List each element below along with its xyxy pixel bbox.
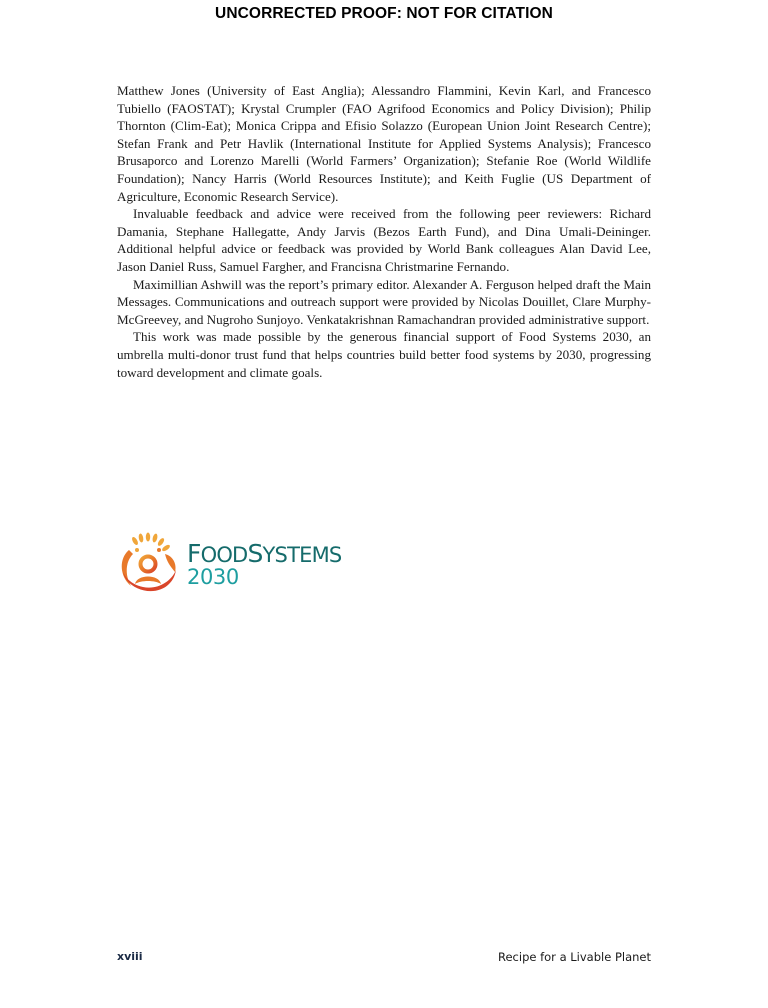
food-systems-2030-logo (115, 532, 355, 598)
logo-wordmark: FOODSYSTEMS (187, 539, 342, 568)
proof-banner: UNCORRECTED PROOF: NOT FOR CITATION (215, 5, 553, 22)
food-systems-emblem-icon (115, 532, 181, 598)
page-number: xviii (117, 950, 143, 963)
acknowledgments-text (117, 82, 651, 381)
running-footer-title: Recipe for a Livable Planet (498, 950, 651, 964)
logo-year: 2030 (187, 565, 239, 589)
paragraph: Invaluable feedback and advice were received from the following peer reviewers: Richard Damania, Stephane Hallegatte, Andy Jarvis (Bezos Earth Fund), and Dina Umali-Deininger. Additional helpful advice or feedback was provided by World Bank colleagues Alan David Lee, Jason Daniel Russ, Samuel Fargher, and Francisna Christmarine Fernando. (117, 206, 651, 274)
paragraph: This work was made possible by the generous financial support of Food Systems 2030, an umbrella multi-donor trust fund that helps countries build better food systems by 2030, progressing toward development and climate goals. (117, 329, 651, 380)
paragraph: Maximillian Ashwill was the report’s primary editor. Alexander A. Ferguson helped draft the Main Messages. Communications and outreach support were provided by Nicolas Douillet, Clare Murphy-McGreevey, and Nugroho Sunjoyo. Venkatakrishnan Ramachandran provided administrative support. (117, 276, 651, 327)
paragraph: Matthew Jones (University of East Anglia); Alessandro Flammini, Kevin Karl, and Francesco Tubiello (FAOSTAT); Krystal Crumpler (FAO Agrifood Economics and Policy Division); Philip Thornton (Clim-Eat); Monica Crippa and Efisio Solazzo (European Union Joint Research Centre); Stefan Frank and Petr Havlik (International Institute for Applied Systems Analysis); Francesco Brusaporco and Lorenzo Marelli (World Farmers’ Organization); Stefanie Roe (World Wildlife Foundation); Nancy Harris (World Resources Institute); and Keith Fuglie (US Department of Agriculture, Economic Research Service). (117, 83, 651, 204)
